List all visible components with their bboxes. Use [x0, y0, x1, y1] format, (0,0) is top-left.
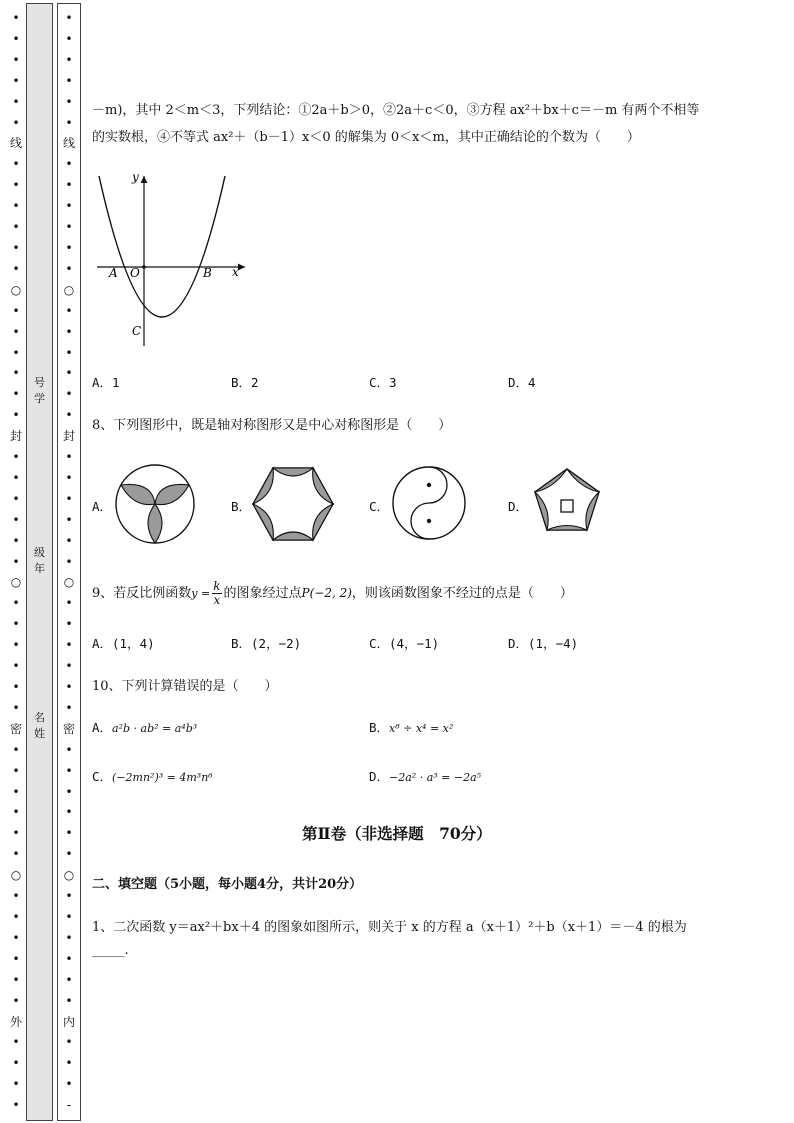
binding-right-mark: •	[65, 94, 73, 109]
q8-option-a: A．	[92, 499, 113, 514]
q9-option-a: A．(1，4)	[92, 636, 155, 651]
q8-option-b: B．	[231, 499, 252, 514]
binding-right-mark: •	[65, 972, 73, 987]
binding-left-mark: •	[12, 742, 20, 757]
binding-left-mark: ○	[10, 282, 22, 297]
binding-left-mark: ○	[10, 575, 22, 590]
q7-parabola-graph	[95, 168, 255, 350]
binding-right-mark: •	[65, 742, 73, 757]
binding-right-mark: •	[65, 659, 73, 674]
q9-option-d: D．(1，−4)	[508, 636, 579, 651]
binding-left-mark: •	[12, 52, 20, 67]
binding-right-mark: ○	[63, 868, 75, 883]
binding-right-mark: •	[65, 951, 73, 966]
binding-left-mark: •	[12, 951, 20, 966]
binding-right-mark: •	[65, 73, 73, 88]
binding-right-mark: •	[65, 261, 73, 276]
binding-left-mark: •	[12, 240, 20, 255]
q7-option-b: B．2	[231, 375, 259, 390]
binding-left-mark: •	[12, 909, 20, 924]
q7-option-d: D．4	[508, 375, 536, 390]
binding-right-mark: •	[65, 596, 73, 611]
binding-left-mark: •	[12, 993, 20, 1008]
binding-right-mark: 封	[62, 429, 75, 444]
binding-left-mark: •	[12, 1077, 20, 1092]
binding-right-mark: •	[65, 240, 73, 255]
binding-right-mark: •	[65, 366, 73, 381]
binding-right-mark: •	[65, 178, 73, 193]
fill1-line1: 1、二次函数 y＝ax²＋bx＋4 的图象如图所示，则关于 x 的方程 a（x＋1）²＋b（x＋1）＝－4 的根为	[92, 920, 687, 935]
binding-left-mark: •	[12, 366, 20, 381]
q8-figure-b	[252, 464, 334, 544]
binding-right-mark: •	[65, 157, 73, 172]
section-title: 第Ⅱ卷（非选择题 70分）	[302, 824, 492, 843]
binding-left-mark: •	[12, 303, 20, 318]
binding-right-mark: •	[65, 930, 73, 945]
binding-right-mark: •	[65, 805, 73, 820]
binding-right-mark: •	[65, 889, 73, 904]
binding-left-mark: •	[12, 199, 20, 214]
point-c-label: C	[132, 324, 142, 338]
binding-left-mark: •	[12, 408, 20, 423]
binding-left-mark: •	[12, 512, 20, 527]
binding-left-mark: •	[12, 178, 20, 193]
binding-left-mark: •	[12, 700, 20, 715]
binding-right-mark: 内	[62, 1014, 75, 1029]
binding-left-mark: •	[12, 220, 20, 235]
q10-option-a: A．a²b · ab² = a⁴b³	[92, 720, 198, 735]
binding-right-mark: •	[65, 408, 73, 423]
binding-right-mark: •	[65, 617, 73, 632]
grade-label: 级 年	[34, 546, 45, 575]
binding-right-mark: •	[65, 450, 73, 465]
binding-right-mark: ○	[63, 575, 75, 590]
binding-right-mark: •	[65, 993, 73, 1008]
q9-stem: 9、若反比例函数y = $\frac{k}{x}$ 的图象经过点P(−2, 2)，则该函数图象不经过的点是（ ）	[92, 579, 573, 607]
parabola-curve	[99, 176, 225, 317]
binding-right-mark: ○	[63, 282, 75, 297]
binding-left-mark: 封	[9, 429, 22, 444]
binding-left-mark: •	[12, 11, 20, 25]
binding-left-mark: 线	[9, 136, 22, 151]
q9-option-b: B．(2，−2)	[231, 636, 302, 651]
q8-option-d: D．	[508, 499, 529, 514]
binding-left-mark: •	[12, 763, 20, 778]
binding-right-mark: 线	[62, 136, 75, 151]
binding-right-mark: 密	[62, 721, 75, 736]
binding-right-mark: •	[65, 638, 73, 653]
binding-left-mark: •	[12, 470, 20, 485]
q9-option-c: C．(4，−1)	[369, 636, 440, 651]
binding-left-mark: •	[12, 261, 20, 276]
binding-right-mark: •	[65, 303, 73, 318]
binding-left-mark: •	[12, 826, 20, 841]
binding-right-mark: •	[65, 700, 73, 715]
binding-right-mark: •	[65, 826, 73, 841]
q8-option-c: C．	[369, 499, 390, 514]
point-a-label: A	[109, 266, 118, 280]
binding-left-mark: •	[12, 617, 20, 632]
binding-left-mark: ○	[10, 868, 22, 883]
q10-option-b: B．x⁸ ÷ x⁴ = x²	[369, 720, 454, 735]
binding-right-mark: •	[65, 1056, 73, 1071]
binding-right-mark: •	[65, 1035, 73, 1050]
q8-figure-c	[391, 465, 467, 541]
binding-left-mark: •	[12, 387, 20, 402]
binding-right-mark: •	[65, 52, 73, 67]
binding-left-mark: •	[12, 324, 20, 339]
student-id-label: 号 学	[34, 376, 45, 405]
binding-right-mark: •	[65, 11, 73, 25]
origin-dot	[142, 265, 146, 269]
binding-right-mark: •	[65, 324, 73, 339]
binding-left-mark: •	[12, 972, 20, 987]
q10-option-d: D．−2a² · a³ = −2a⁵	[369, 769, 482, 784]
binding-right-mark: •	[65, 31, 73, 46]
binding-right-mark: •	[65, 199, 73, 214]
binding-left-mark: •	[12, 115, 20, 130]
point-b-label: B	[203, 266, 212, 280]
binding-right-mark: •	[65, 533, 73, 548]
binding-left-column	[8, 8, 24, 1116]
binding-left-mark: •	[12, 554, 20, 569]
binding-left-mark: •	[12, 73, 20, 88]
binding-left-mark: •	[12, 533, 20, 548]
binding-right-mark: •	[65, 763, 73, 778]
q8-stem: 8、下列图形中，既是轴对称图形又是中心对称图形是（ ）	[92, 418, 452, 433]
q7-line1: －m)，其中 2＜m＜3，下列结论：①2a＋b＞0，②2a＋c＜0，③方程 ax²＋bx＋c＝－m 有两个不相等	[92, 103, 700, 118]
q8-figure-d	[532, 466, 602, 536]
binding-left-mark: 密	[9, 721, 22, 736]
binding-left-mark: •	[12, 31, 20, 46]
binding-right-column	[61, 8, 77, 1116]
binding-right-mark: •	[65, 115, 73, 130]
binding-right-mark: •	[65, 554, 73, 569]
q8-figure-a	[114, 463, 196, 545]
q7-option-a: A．1	[92, 375, 120, 390]
binding-left-mark: •	[12, 847, 20, 862]
origin-label: O	[130, 266, 140, 280]
binding-margin	[0, 0, 82, 1123]
q10-stem: 10、下列计算错误的是（ ）	[92, 679, 278, 694]
binding-left-mark: 外	[9, 1014, 22, 1029]
binding-left-mark: •	[12, 889, 20, 904]
q7-line2: 的实数根，④不等式 ax²＋（b－1）x＜0 的解集为 0＜x＜m，其中正确结论的个数为（ ）	[92, 130, 640, 145]
fill-in-part-heading: 二、填空题（5小题，每小题4分，共计20分）	[92, 877, 363, 892]
binding-left-mark: •	[12, 659, 20, 674]
binding-left-mark: •	[12, 94, 20, 109]
binding-left-mark: •	[12, 596, 20, 611]
q7-option-c: C．3	[369, 375, 397, 390]
binding-left-mark: •	[12, 1035, 20, 1050]
x-axis-label: x	[232, 265, 239, 279]
binding-left-mark: •	[12, 1098, 20, 1113]
fill1-line2: _____.	[92, 943, 129, 958]
binding-right-mark: •	[65, 387, 73, 402]
binding-right-mark: •	[65, 491, 73, 506]
q9-fraction: $\frac{k}{x}$	[213, 579, 221, 607]
binding-left-mark: •	[12, 638, 20, 653]
name-label: 名 姓	[34, 711, 45, 740]
binding-right-mark: •	[65, 345, 73, 360]
binding-left-mark: •	[12, 491, 20, 506]
binding-left-mark: •	[12, 450, 20, 465]
binding-left-mark: •	[12, 784, 20, 799]
binding-right-mark: -	[66, 1098, 72, 1113]
binding-right-mark: •	[65, 680, 73, 694]
binding-left-mark: •	[12, 805, 20, 820]
binding-left-mark: •	[12, 930, 20, 945]
binding-left-mark: •	[12, 680, 20, 694]
binding-right-mark: •	[65, 470, 73, 485]
q10-option-c: C．(−2mn²)³ = 4m³n⁶	[92, 769, 213, 784]
y-axis-label: y	[132, 170, 139, 184]
binding-right-mark: •	[65, 220, 73, 235]
binding-right-mark: •	[65, 784, 73, 799]
binding-right-mark: •	[65, 909, 73, 924]
binding-right-mark: •	[65, 512, 73, 527]
binding-right-mark: •	[65, 847, 73, 862]
binding-left-mark: •	[12, 157, 20, 172]
binding-right-mark: •	[65, 1077, 73, 1092]
binding-left-mark: •	[12, 345, 20, 360]
binding-left-mark: •	[12, 1056, 20, 1071]
